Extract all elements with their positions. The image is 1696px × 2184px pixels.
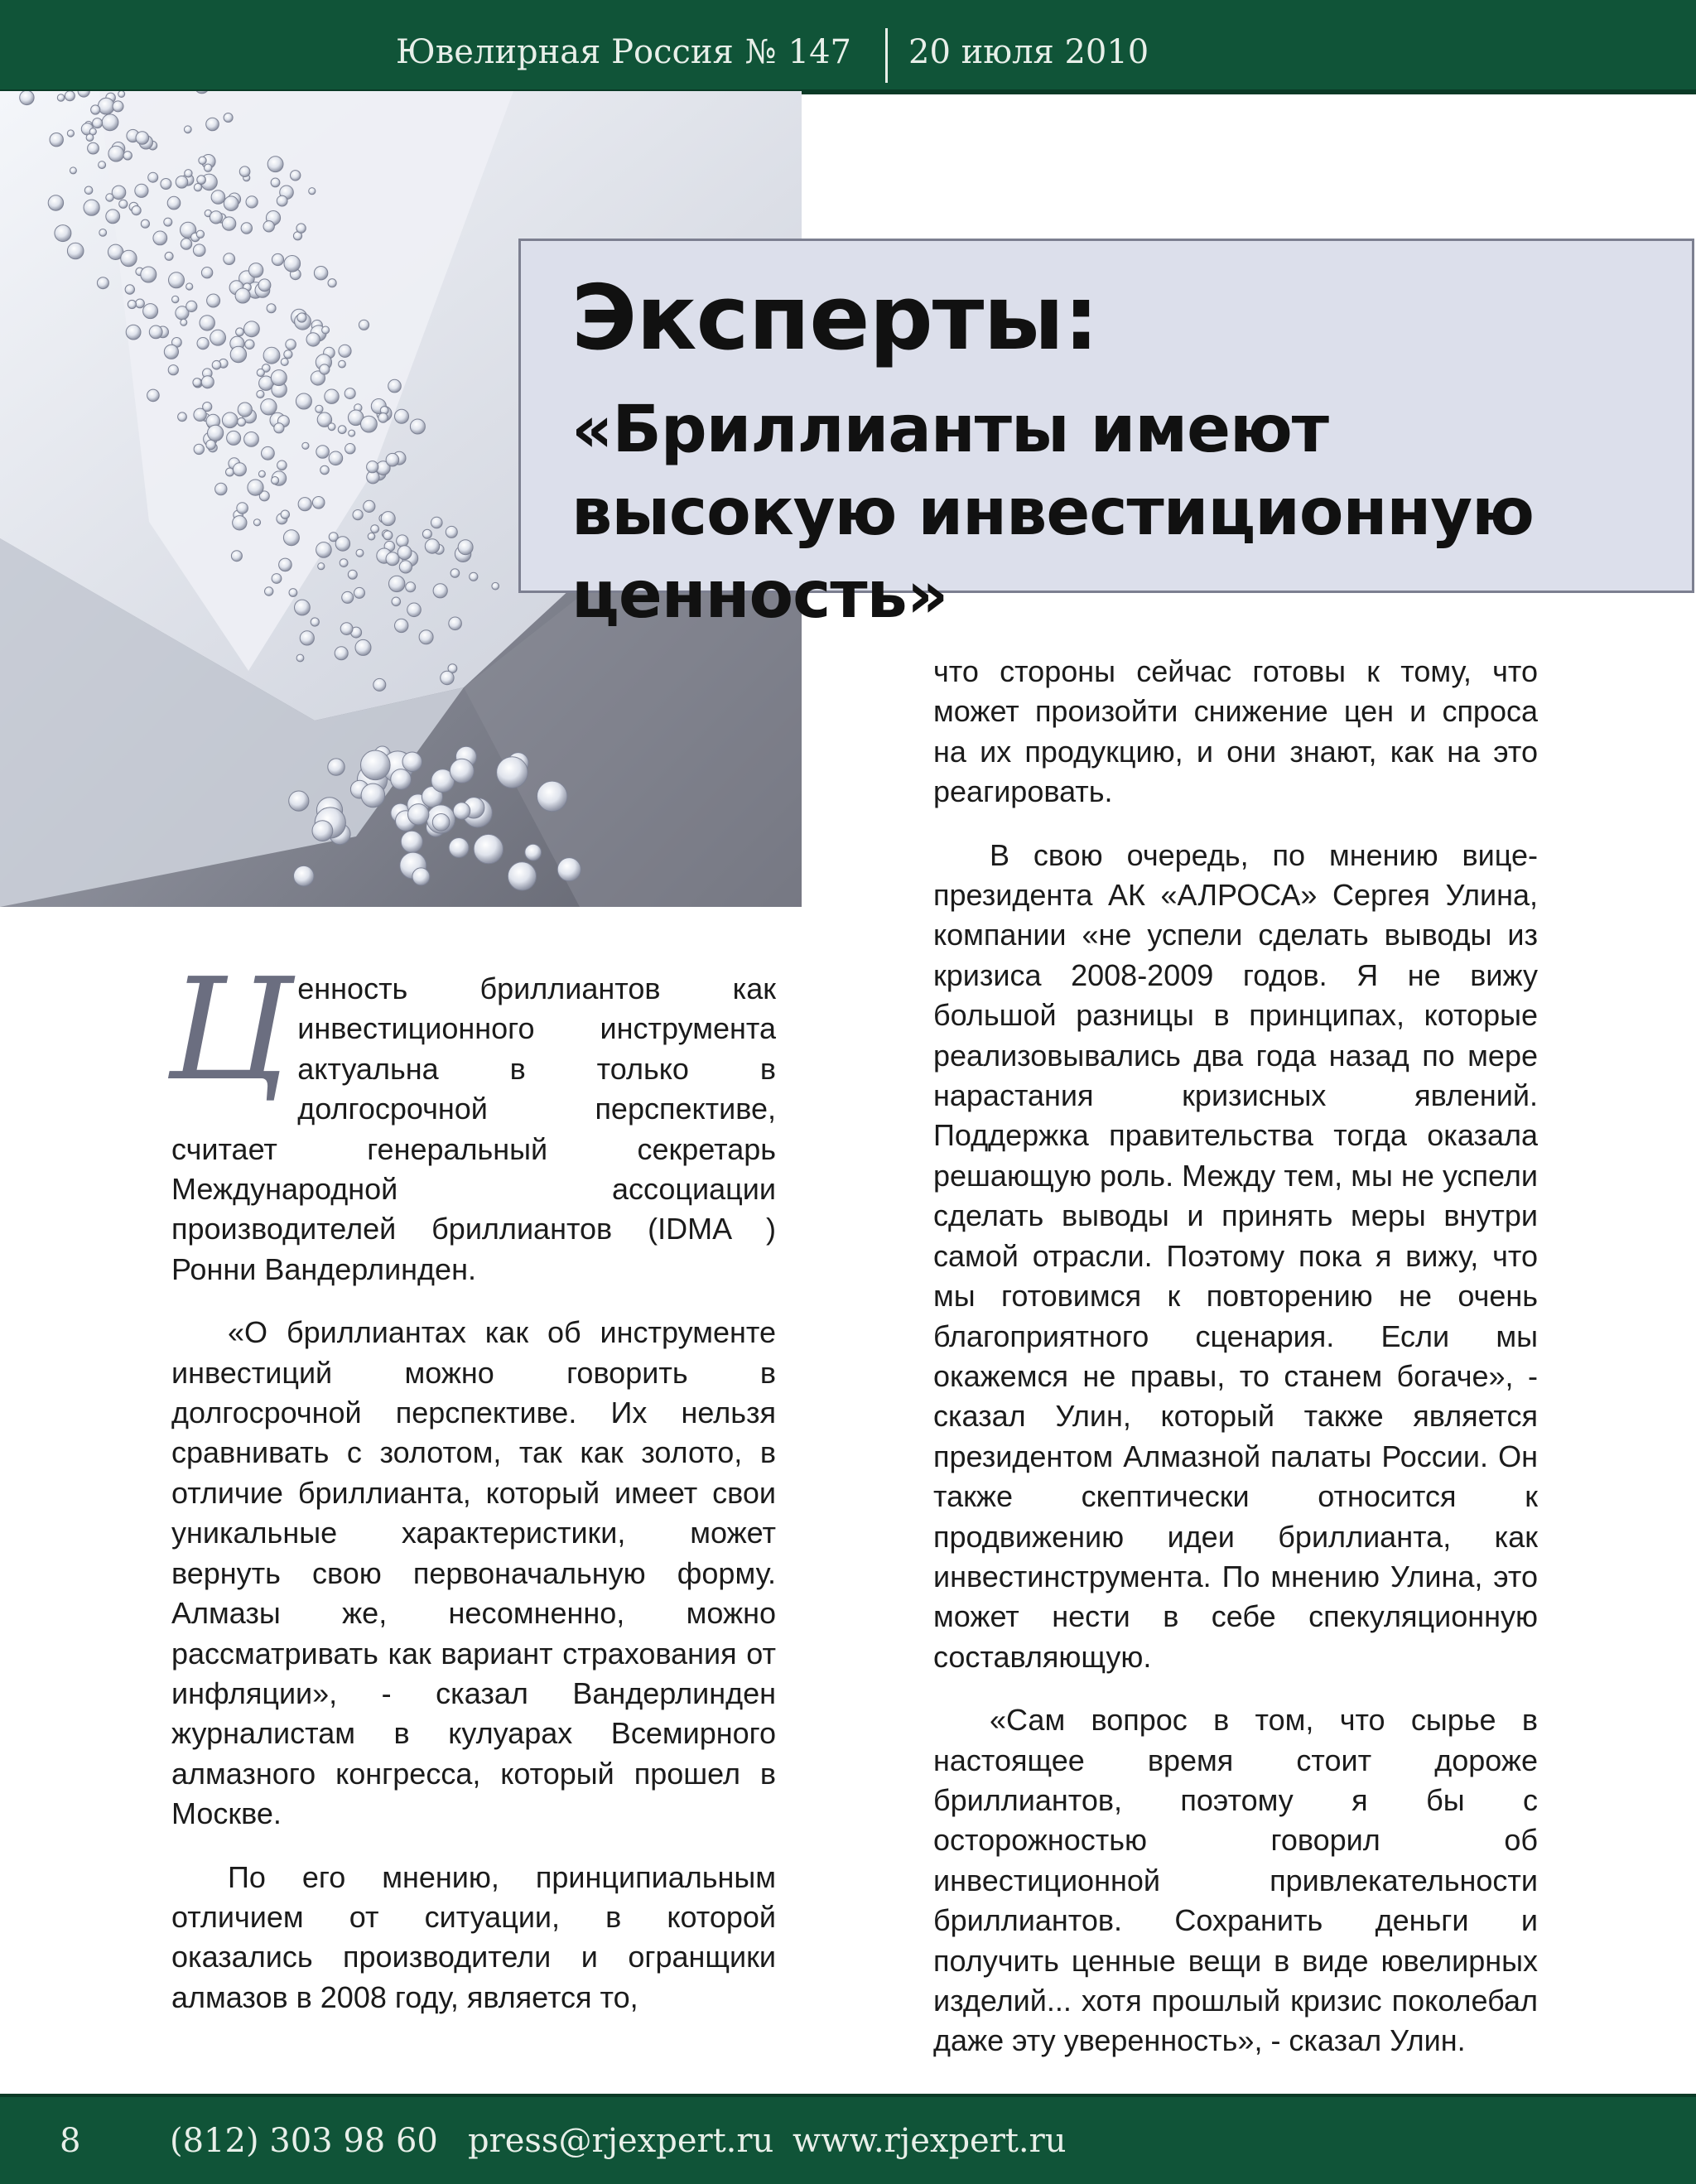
diamond (153, 231, 167, 245)
diamond (367, 461, 378, 473)
diamond (354, 587, 365, 598)
diamond (302, 442, 309, 449)
diamond (113, 101, 123, 112)
diamond (328, 279, 336, 287)
diamond (206, 440, 216, 450)
diamond (316, 446, 330, 459)
diamond (263, 221, 274, 232)
diamond (277, 460, 287, 470)
diamond (349, 430, 355, 436)
footer-phone: (812) 303 98 60 (170, 2122, 438, 2160)
diamond (401, 831, 422, 852)
diamond (186, 301, 197, 311)
diamond (392, 597, 401, 606)
right-column (933, 652, 1538, 2085)
diamond (272, 477, 279, 485)
diamond (257, 369, 264, 376)
diamond (408, 804, 429, 825)
diamond (335, 647, 348, 660)
diamond (235, 288, 250, 303)
diamond (194, 444, 204, 454)
diamond (149, 325, 162, 339)
issue-label: № (744, 33, 777, 71)
diamond (165, 252, 173, 260)
diamond (395, 619, 408, 632)
diamond (86, 134, 94, 142)
diamond (314, 267, 327, 280)
diamond (449, 838, 469, 858)
diamond (395, 409, 409, 423)
diamond (294, 865, 315, 886)
diamond (361, 783, 385, 808)
diamond (244, 432, 259, 447)
diamond (207, 294, 220, 307)
diamond (194, 184, 201, 191)
diamond (222, 412, 238, 428)
diamond (335, 537, 349, 551)
diamond (248, 480, 263, 495)
diamond (258, 470, 265, 477)
diamond (316, 405, 323, 412)
diamond (258, 279, 271, 292)
diamond (208, 425, 224, 441)
diamond (289, 589, 297, 597)
diamond (289, 791, 309, 811)
footer-email[interactable]: press@rjexpert.ru (468, 2122, 774, 2160)
diamond (274, 423, 284, 433)
diamond (176, 176, 188, 189)
diamond (348, 570, 357, 579)
article-title: Эксперты: (571, 267, 1099, 370)
diamond (508, 862, 536, 890)
diamond (261, 399, 277, 415)
diamond (203, 403, 212, 412)
diamond (525, 844, 542, 861)
diamond (284, 350, 292, 359)
diamond (328, 423, 335, 431)
diamond (309, 188, 316, 195)
diamond (373, 678, 386, 691)
diamond (224, 196, 238, 211)
diamond (368, 533, 375, 540)
page-number: 8 (60, 2122, 81, 2160)
diamond (281, 359, 288, 366)
diamond (50, 133, 63, 147)
diamond (201, 268, 212, 278)
diamond (342, 591, 354, 603)
diamond (233, 463, 246, 476)
diamond (318, 563, 325, 570)
diamond (359, 320, 369, 330)
diamond (431, 517, 443, 528)
diamond (164, 345, 178, 359)
diamond (296, 654, 304, 662)
header-divider (885, 28, 888, 83)
diamond (267, 304, 276, 313)
diamond (245, 340, 254, 349)
diamond (298, 498, 311, 511)
diamond (215, 483, 227, 494)
diamond (320, 465, 330, 475)
diamond (312, 821, 333, 841)
diamond (272, 253, 283, 265)
article-subtitle: «Бриллианты имеют высокую инвестиционную ценность» (571, 393, 1534, 633)
paragraph: По его мнению, принципиальным отличием от ситуации, в которой оказались производители и огранщики алмазов в 2008 году, является то, (171, 1859, 776, 2014)
diamond (197, 176, 206, 185)
diamond (267, 157, 283, 172)
diamond (300, 631, 314, 645)
diamond (128, 300, 136, 308)
diamond (339, 360, 346, 368)
diamond (246, 196, 258, 208)
diamond (272, 574, 282, 584)
diamond (388, 379, 402, 393)
left-column (168, 948, 776, 2041)
diamond (422, 529, 431, 538)
diamond (65, 91, 75, 101)
diamond (474, 834, 503, 863)
diamond (108, 146, 124, 162)
diamond (185, 170, 192, 177)
diamond (386, 552, 399, 566)
diamond (197, 338, 209, 350)
diamond (277, 195, 287, 206)
diamond (297, 313, 306, 322)
diamond (355, 639, 371, 655)
publication-name: Ювелирная Россия (396, 33, 734, 71)
diamond (557, 858, 581, 881)
diamond (132, 206, 141, 215)
diamond (340, 559, 348, 567)
diamond (93, 118, 103, 128)
diamond (172, 296, 179, 302)
diamond (91, 105, 100, 114)
diamond (320, 364, 330, 374)
diamond (397, 535, 408, 547)
diamond (119, 200, 128, 208)
paragraph: «Сам вопрос в том, что сырье в настоящее время стоит дороже бриллиантов, поэтому я бы с осторожностью говорил об инвестиционной привлекательности бриллиантов. Сохранить деньги и получить ценные вещи в виде ювелирных изделий... хотя прошлый кризис поколебал даже эту уверенность», - сказал Улин. (933, 1703, 1538, 2058)
diamond (186, 283, 193, 290)
diamond (406, 582, 416, 592)
diamond (389, 576, 405, 591)
diamond (236, 328, 244, 336)
diamond (210, 211, 222, 224)
diamond (262, 446, 275, 460)
diamond (339, 345, 351, 357)
diamond (407, 603, 422, 617)
diamond (143, 304, 158, 319)
diamond (141, 219, 149, 228)
diamond (224, 113, 233, 123)
diamond (193, 378, 201, 387)
diamond (248, 263, 263, 277)
footer-bar (0, 2094, 1696, 2184)
diamond (227, 431, 241, 445)
diamond (353, 510, 363, 520)
diamond (84, 200, 99, 215)
diamond (239, 166, 250, 177)
diamond (161, 179, 171, 190)
diamond (224, 253, 235, 265)
diamond (419, 630, 433, 644)
diamond (383, 531, 393, 540)
diamond (211, 190, 225, 205)
diamond (233, 516, 247, 530)
diamond (328, 759, 344, 775)
diamond (391, 769, 412, 790)
diamond (102, 114, 118, 131)
diamond (338, 426, 346, 434)
diamond (412, 868, 430, 885)
diamond (178, 412, 187, 422)
diamond (70, 167, 76, 174)
diamond (181, 239, 191, 249)
diamond (449, 617, 462, 630)
diamond (492, 582, 499, 590)
title-box (518, 239, 1694, 633)
diamond (253, 519, 260, 526)
diamond (99, 162, 106, 169)
diamond (201, 376, 214, 388)
diamond (446, 526, 457, 538)
diamond (97, 277, 108, 289)
diamond (340, 623, 353, 635)
diamond (57, 94, 65, 102)
diamond (167, 196, 181, 210)
diamond (281, 510, 289, 518)
diamond (184, 126, 191, 133)
diamond (67, 243, 84, 259)
diamond (316, 542, 332, 558)
diamond (450, 759, 474, 783)
diamond (121, 250, 137, 266)
diamond (402, 752, 422, 772)
diamond (537, 781, 567, 812)
diamond (196, 230, 204, 238)
diamond (238, 418, 246, 427)
paragraph: что стороны сейчас готовы к тому, что может произойти снижение цен и спроса на их продукцию, и они знают, как на это реагировать. (933, 654, 1538, 809)
diamond (263, 347, 280, 364)
diamond (458, 540, 473, 555)
diamond (136, 299, 145, 308)
diamond (271, 178, 280, 187)
diamond (295, 600, 311, 615)
diamond (55, 225, 71, 242)
paragraph-text: енность бриллиантов как инвестиционного инструмента актуальна в только в долгосрочной перспективе, считает генеральный секретарь Международной ассоциации производителей бриллиантов (IDMA ) Ронни Вандерлинден. (171, 971, 776, 1286)
diamond (141, 267, 157, 282)
publication-info (384, 33, 851, 71)
diamond (135, 184, 148, 197)
diamond (433, 584, 447, 598)
issue-number: 147 (788, 33, 851, 71)
diamond (230, 346, 246, 362)
diamond (20, 91, 34, 105)
diamond (88, 142, 99, 154)
diamond (181, 319, 187, 325)
diamond (296, 393, 311, 409)
diamond (386, 453, 399, 466)
diamond (311, 618, 319, 626)
diamond (425, 539, 439, 553)
diamond (67, 130, 74, 137)
diamond (441, 671, 454, 684)
diamond (399, 561, 412, 573)
diamond (344, 388, 355, 399)
diamond (325, 389, 339, 403)
diamond (283, 530, 299, 546)
diamond (265, 587, 273, 595)
paragraph (168, 948, 776, 1290)
diamond (306, 333, 320, 346)
diamond (497, 757, 528, 788)
diamond (364, 500, 375, 512)
diamond (322, 326, 330, 334)
paragraph: В свою очередь, по мнению вице-президента АК «АЛРОСА» Сергея Улина, компании «не успели сделать выводы из кризиса 2008-2009 годов. Я не вижу большой разницы в принципах, которые реализовывались два года назад по мере нарастания кризисных явлений. Поддержка правительства тогда оказала решающую роль. Между тем, мы не успели сделать выводы и принять меры внутри самой отрасли. Поэтому пока я вижу, что мы готовимся к повторению не очень благоприятного сценария. Если мы окажемся не правы, то станем богаче», - сказал Улин, который также является президентом Алмазной палаты России. Он также скептически относится к продвижению идеи бриллианта, как инвестинструмента. По мнению Улина, это может нести в себе спекуляционную составляющую. (933, 837, 1538, 1674)
diamond (200, 316, 214, 330)
diamond (106, 194, 113, 201)
diamond (470, 572, 478, 581)
diamond (106, 210, 120, 224)
diamond (126, 325, 141, 340)
diamond (205, 164, 212, 171)
diamond (257, 390, 264, 398)
drop-cap: Ц (168, 948, 292, 1112)
diamond (212, 360, 221, 369)
diamond (432, 814, 450, 832)
diamond (398, 546, 412, 560)
diamond (361, 750, 391, 780)
diamond (199, 157, 206, 164)
diamond (125, 285, 134, 294)
diamond (238, 403, 252, 417)
diamond (148, 172, 158, 182)
diamond (279, 558, 292, 571)
diamond (136, 132, 149, 145)
diamond (453, 803, 470, 819)
diamond (168, 365, 178, 375)
diamond (284, 256, 301, 272)
diamond (378, 413, 388, 423)
diamond (312, 497, 325, 509)
diamond (84, 186, 93, 195)
diamond (206, 118, 219, 131)
paragraph: «О бриллиантах как об инструменте инвестиций можно говорить в долгосрочной перспективе. Их нельзя сравнивать с золотом, так как золото, в отличие бриллианта, который имеет свои уникальные характеристики, может вернуть свою первоначальную форму. Алмазы же, несомненно, можно рассматривать как вариант страхования от инфляции», - сказал Вандерлинден журналистам в кулуарах Всемирного алмазного конгресса, который прошел в Москве. (171, 1315, 776, 1831)
diamond (237, 503, 248, 514)
diamond (118, 91, 125, 98)
header-bar (0, 0, 1696, 94)
diamond (244, 321, 260, 337)
diamond (286, 340, 296, 350)
issue-date: 20 июля 2010 (908, 33, 1149, 71)
diamond (241, 223, 252, 234)
diamond (193, 244, 205, 257)
diamond (99, 229, 107, 237)
diamond (329, 451, 343, 465)
diamond (271, 370, 287, 386)
diamond (231, 551, 242, 562)
diamond (210, 330, 226, 345)
diamond (48, 195, 63, 210)
diamond (410, 419, 425, 434)
diamond (371, 525, 379, 533)
diamond (123, 152, 132, 160)
diamond (345, 444, 355, 454)
diamond (450, 569, 460, 578)
diamond (98, 98, 114, 114)
diamond (169, 272, 185, 288)
diamond (222, 217, 235, 230)
diamond (361, 416, 378, 432)
diamond (296, 224, 306, 233)
diamond (356, 549, 364, 557)
diamond (147, 389, 160, 402)
diamond (291, 171, 301, 181)
diamond (164, 218, 172, 226)
diamond (381, 512, 395, 526)
footer-website[interactable]: www.rjexpert.ru (793, 2122, 1067, 2160)
